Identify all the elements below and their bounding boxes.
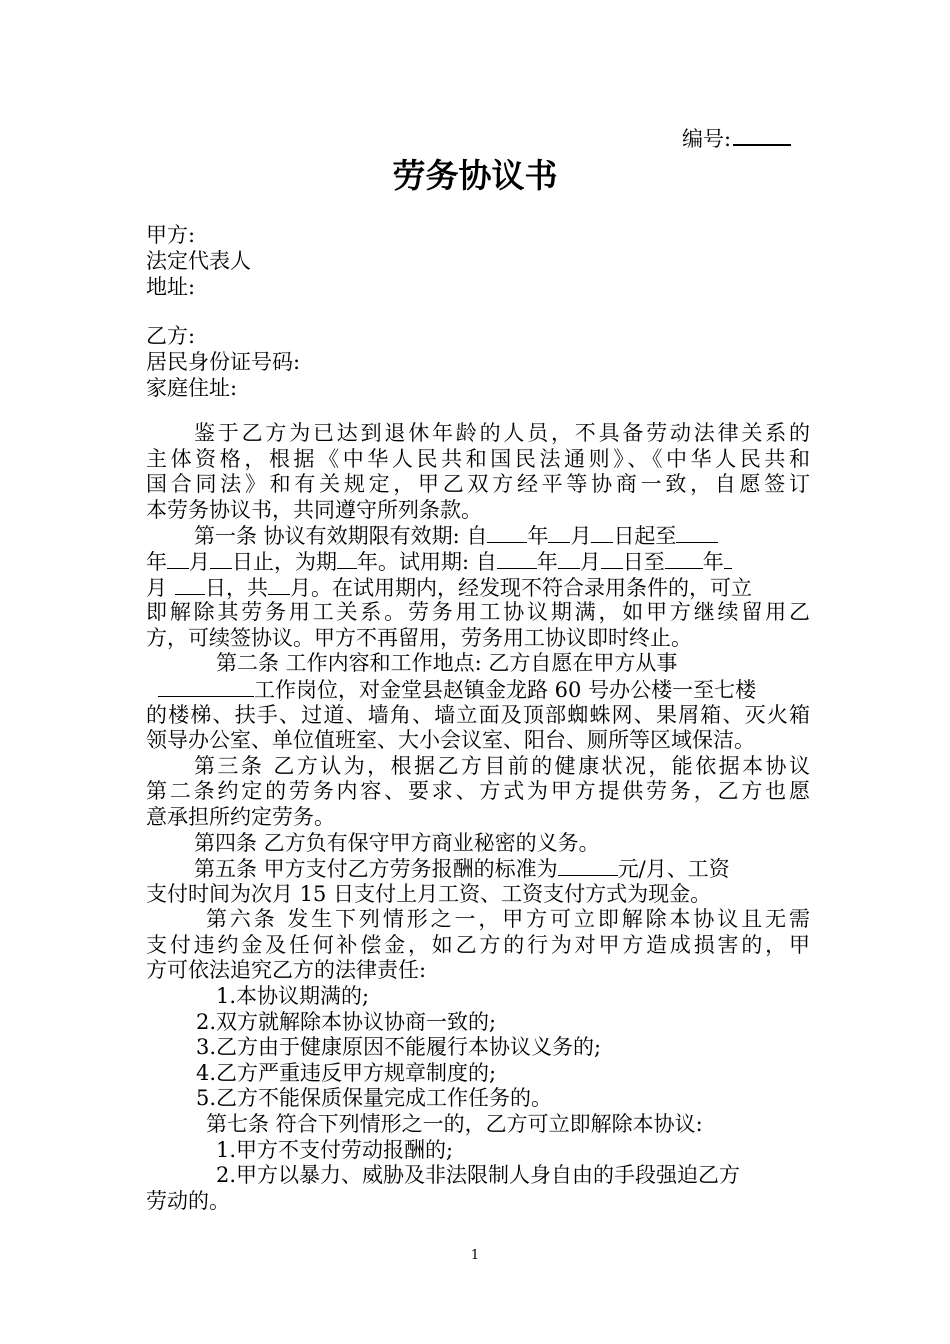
agreement-body [146, 421, 810, 1214]
party-b-id: 居民身份证号码: [146, 350, 301, 374]
preamble-line: 国合同法》和有关规定，甲乙双方经平等协商一致，自愿签订 [146, 472, 810, 497]
article-1-line: 方，可续签协议。甲方不再留用，劳务用工协议即时终止。 [146, 625, 692, 650]
party-b-address: 家庭住址: [146, 376, 238, 400]
article-3-line: 第二条约定的劳务内容、要求、方式为甲方提供劳务，乙方也愿 [146, 779, 810, 804]
article-1-line: 月 日，共 月。在试用期内，经发现不符合录用条件的，可立 [146, 575, 752, 600]
page-number: 1 [470, 1248, 480, 1263]
article-1-line: 年 月 日止，为期 年。试用期: 自 年 月 日至 年 [146, 549, 810, 575]
party-a-block [146, 222, 251, 300]
article-6-item: 1.本协议期满的; [216, 984, 370, 1009]
party-b-block [146, 323, 300, 401]
article-6-line: 支付违约金及任何补偿金，如乙方的行为对甲方造成损害的，甲 [146, 932, 810, 957]
article-3-line: 意承担所约定劳务。 [146, 804, 335, 829]
article-3-line: 第三条 乙方认为，根据乙方目前的健康状况，能依据本协议 [194, 753, 810, 778]
article-7-item: 2.甲方以暴力、威胁及非法限制人身自由的手段强迫乙方 [216, 1163, 741, 1188]
article-6-item: 4.乙方严重违反甲方规章制度的; [196, 1060, 497, 1085]
article-1-line: 即解除其劳务用工关系。劳务用工协议期满，如甲方继续留用乙 [146, 600, 810, 625]
article-5-line: 第五条 甲方支付乙方劳务报酬的标准为 元/月、工资 [194, 857, 730, 882]
article-6-item: 2.双方就解除本协议协商一致的; [196, 1009, 497, 1034]
party-a-address: 地址: [146, 275, 196, 299]
article-5-line: 支付时间为次月 15 日支付上月工资、工资支付方式为现金。 [146, 881, 712, 906]
article-7-line: 第七条 符合下列情形之一的，乙方可立即解除本协议: [206, 1112, 703, 1137]
preamble-line: 主体资格，根据《中华人民共和国民法通则》、《中华人民共和 [146, 446, 810, 471]
preamble-line: 本劳务协议书，共同遵守所列条款。 [146, 497, 482, 522]
article-6-line: 第六条 发生下列情形之一，甲方可立即解除本协议且无需 [206, 907, 810, 932]
article-6-line: 方可依法追究乙方的法律责任: [146, 958, 427, 983]
document-title: 劳务协议书 [392, 156, 558, 195]
article-4-line: 第四条 乙方负有保守甲方商业秘密的义务。 [194, 830, 600, 855]
party-a-name: 甲方: [146, 223, 196, 247]
party-a-rep: 法定代表人 [146, 249, 251, 273]
article-2-line: 第二条 工作内容和工作地点: 乙方自愿在甲方从事 [216, 651, 678, 676]
serial-number [682, 124, 791, 153]
article-2-line: 工作岗位，对金堂县赵镇金龙路 60 号办公楼一至七楼 [146, 677, 810, 703]
article-7-item: 1.甲方不支付劳动报酬的; [216, 1137, 454, 1162]
article-2-line: 领导办公室、单位值班室、大小会议室、阳台、厕所等区域保洁。 [146, 728, 755, 753]
serial-blank [733, 124, 791, 146]
article-7-line: 劳动的。 [146, 1188, 230, 1213]
serial-label: 编号: [682, 127, 732, 151]
party-b-name: 乙方: [146, 324, 196, 348]
article-6-item: 3.乙方由于健康原因不能履行本协议义务的; [196, 1035, 602, 1060]
preamble-line: 鉴于乙方为已达到退休年龄的人员，不具备劳动法律关系的 [194, 421, 810, 445]
article-1-line: 第一条 协议有效期限有效期: 自 年 月 日起至 [146, 523, 810, 549]
article-6-item: 5.乙方不能保质保量完成工作任务的。 [196, 1086, 553, 1111]
article-2-line: 的楼梯、扶手、过道、墙角、墙立面及顶部蜘蛛网、果屑箱、灭火箱 [146, 702, 810, 727]
